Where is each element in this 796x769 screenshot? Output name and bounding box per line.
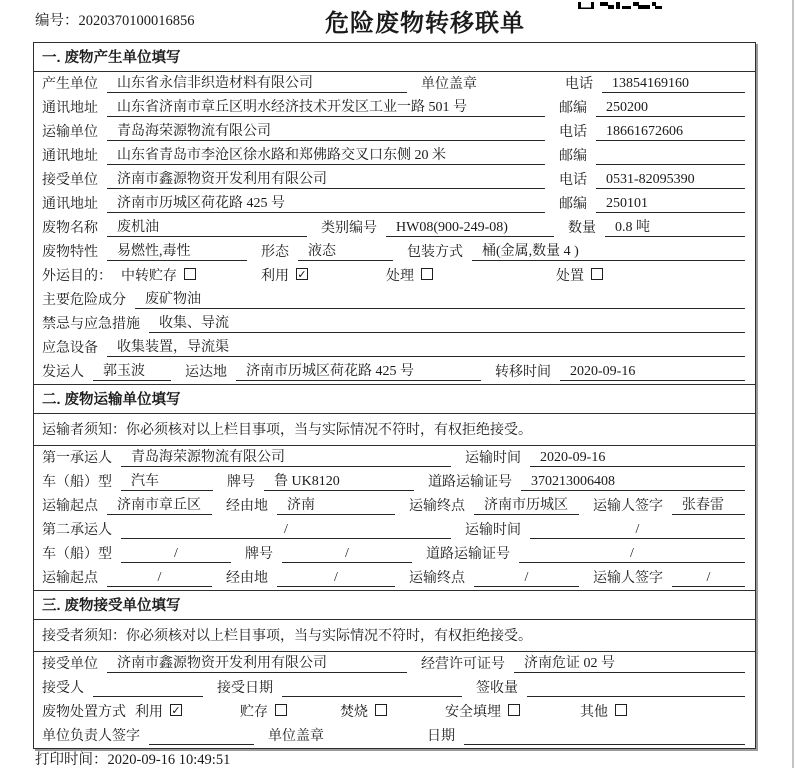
field-value-blank bbox=[527, 680, 745, 697]
form-row bbox=[34, 264, 755, 288]
checkbox-unchecked-icon bbox=[421, 268, 433, 280]
checkbox-unchecked-icon bbox=[591, 268, 603, 280]
checkbox-label: 处理 bbox=[386, 269, 414, 284]
field-value: 18661672606 bbox=[596, 124, 745, 141]
section-notice: 接受者须知：你必须核对以上栏目事项，当与实际情况不符时，有权拒绝接受。 bbox=[34, 620, 755, 652]
form-row bbox=[34, 216, 755, 240]
field-label: 通讯地址 bbox=[42, 149, 98, 164]
field-label: 产生单位 bbox=[42, 77, 98, 92]
print-time-label: 打印时间： bbox=[35, 752, 108, 768]
form-row bbox=[34, 724, 755, 748]
field-value: / bbox=[277, 570, 395, 587]
field-value: 山东省青岛市李沧区徐水路和郑佛路交叉口东侧 20 米 bbox=[107, 144, 545, 165]
field-value-blank bbox=[464, 728, 745, 745]
field-value: 张春雷 bbox=[672, 494, 745, 515]
field-value: 济南市历城区荷花路 425 号 bbox=[236, 360, 481, 381]
field-label: 运输起点 bbox=[42, 499, 98, 514]
field-value-blank bbox=[596, 148, 745, 165]
field-label: 废物处置方式 bbox=[42, 705, 126, 720]
field-value: 易燃性,毒性 bbox=[107, 240, 247, 261]
field-label: 运输人签字 bbox=[593, 499, 663, 514]
form-row bbox=[34, 312, 755, 336]
field-value: 济南市鑫源物资开发利用有限公司 bbox=[107, 168, 545, 189]
field-label: 运输时间 bbox=[465, 451, 521, 466]
field-value: 济南市章丘区 bbox=[107, 494, 212, 515]
field-label: 单位负责人签字 bbox=[42, 729, 140, 744]
field-value: / bbox=[121, 546, 231, 563]
form-row bbox=[34, 566, 755, 590]
field-label: 运输单位 bbox=[42, 125, 98, 140]
field-value: 0531-82095390 bbox=[596, 172, 745, 189]
field-value: / bbox=[282, 546, 412, 563]
field-label: 类别编号 bbox=[321, 221, 377, 236]
field-value: 济南市鑫源物资开发利用有限公司 bbox=[107, 652, 407, 673]
field-label: 主要危险成分 bbox=[42, 293, 126, 308]
form-row bbox=[34, 72, 755, 96]
field-label: 电话 bbox=[565, 77, 593, 92]
field-value: 济南危证 02 号 bbox=[514, 652, 745, 673]
checkbox-option bbox=[135, 701, 240, 721]
checkbox-label: 焚烧 bbox=[340, 705, 368, 720]
field-value: 收集装置，导流渠 bbox=[107, 336, 745, 357]
field-label: 道路运输证号 bbox=[428, 475, 512, 490]
field-label: 运输时间 bbox=[465, 523, 521, 538]
field-value: 废矿物油 bbox=[135, 288, 745, 309]
field-label: 废物特性 bbox=[42, 245, 98, 260]
checkbox-label: 利用 bbox=[135, 705, 163, 720]
form-row bbox=[34, 446, 755, 470]
checkbox-label: 利用 bbox=[261, 269, 289, 284]
form-row bbox=[34, 96, 755, 120]
field-label: 邮编 bbox=[559, 101, 587, 116]
field-value: 桶(金属,数量 4 ) bbox=[472, 240, 745, 261]
field-label: 邮编 bbox=[559, 197, 587, 212]
field-value: HW08(900-249-08) bbox=[386, 220, 554, 237]
form-row bbox=[34, 240, 755, 264]
doc-number-value: 2020370100016856 bbox=[78, 13, 195, 29]
field-label: 单位盖章 bbox=[268, 729, 324, 744]
form-row bbox=[34, 542, 755, 566]
form-row bbox=[34, 360, 755, 384]
field-label: 包装方式 bbox=[407, 245, 463, 260]
field-value: / bbox=[530, 522, 745, 539]
section-notice: 运输者须知：你必须核对以上栏目事项，当与实际情况不符时，有权拒绝接受。 bbox=[34, 414, 755, 446]
checkbox-label: 贮存 bbox=[240, 705, 268, 720]
checkbox-checked-icon: ✓ bbox=[297, 268, 307, 281]
field-label: 日期 bbox=[427, 729, 455, 744]
field-value: / bbox=[672, 570, 745, 587]
checkbox-label: 其他 bbox=[580, 705, 608, 720]
print-time bbox=[35, 748, 230, 769]
field-value: 收集、导流 bbox=[149, 312, 745, 333]
field-value: 鲁 UK8120 bbox=[264, 470, 414, 491]
field-label: 运输终点 bbox=[409, 499, 465, 514]
page-title: 危险废物转移联单 bbox=[325, 10, 525, 37]
form-row bbox=[34, 494, 755, 518]
checkbox-unchecked-icon bbox=[508, 704, 520, 716]
checkbox-option bbox=[556, 265, 603, 285]
checkbox-label: 处置 bbox=[556, 269, 584, 284]
field-label: 电话 bbox=[559, 173, 587, 188]
field-value: 2020-09-16 bbox=[560, 364, 745, 381]
form-row bbox=[34, 676, 755, 700]
field-value: / bbox=[107, 570, 212, 587]
field-label: 签收量 bbox=[476, 681, 518, 696]
field-label: 运输起点 bbox=[42, 571, 98, 586]
checkbox-unchecked-icon bbox=[375, 704, 387, 716]
form-row bbox=[34, 288, 755, 312]
field-value: 山东省济南市章丘区明水经济技术开发区工业一路 501 号 bbox=[107, 96, 545, 117]
field-value-blank bbox=[93, 680, 203, 697]
field-label: 外运目的： bbox=[42, 269, 112, 284]
manifest-form-table bbox=[33, 42, 756, 749]
field-label: 接受日期 bbox=[217, 681, 273, 696]
field-value: / bbox=[121, 522, 451, 539]
field-label: 数量 bbox=[568, 221, 596, 236]
field-label: 废物名称 bbox=[42, 221, 98, 236]
checkbox-option bbox=[121, 265, 261, 285]
field-label: 通讯地址 bbox=[42, 101, 98, 116]
field-label: 电话 bbox=[559, 125, 587, 140]
field-value: 0.8 吨 bbox=[605, 216, 745, 237]
field-label: 运达地 bbox=[185, 365, 227, 380]
print-time-value: 2020-09-16 10:49:51 bbox=[107, 752, 231, 768]
form-row bbox=[34, 192, 755, 216]
form-row bbox=[34, 470, 755, 494]
field-value: 青岛海荣源物流有限公司 bbox=[121, 446, 451, 467]
field-label: 车（船）型 bbox=[42, 547, 112, 562]
field-value: 250101 bbox=[596, 196, 745, 213]
page-right-edge bbox=[792, 0, 794, 768]
field-value: / bbox=[474, 570, 579, 587]
field-label: 牌号 bbox=[227, 475, 255, 490]
field-value: 山东省永信非织造材料有限公司 bbox=[107, 72, 407, 93]
field-label: 运输终点 bbox=[409, 571, 465, 586]
section-heading-producer: 一. 废物产生单位填写 bbox=[34, 43, 755, 72]
form-row bbox=[34, 168, 755, 192]
field-label: 发运人 bbox=[42, 365, 84, 380]
field-label: 形态 bbox=[261, 245, 289, 260]
field-value: 汽车 bbox=[121, 470, 213, 491]
field-label: 邮编 bbox=[559, 149, 587, 164]
field-label: 第一承运人 bbox=[42, 451, 112, 466]
doc-number bbox=[35, 9, 195, 30]
field-value-blank bbox=[282, 680, 462, 697]
field-label: 接受单位 bbox=[42, 173, 98, 188]
field-label: 运输人签字 bbox=[593, 571, 663, 586]
field-label: 接受人 bbox=[42, 681, 84, 696]
field-value: 济南 bbox=[277, 494, 395, 515]
checkbox-unchecked-icon bbox=[184, 268, 196, 280]
field-label: 经由地 bbox=[226, 499, 268, 514]
field-value: 郭玉波 bbox=[93, 360, 171, 381]
checkbox-option bbox=[386, 265, 556, 285]
doc-number-label: 编号： bbox=[35, 13, 79, 29]
checkbox-label: 安全填埋 bbox=[445, 705, 501, 720]
field-label: 车（船）型 bbox=[42, 475, 112, 490]
section-heading-receiver: 三. 废物接受单位填写 bbox=[34, 590, 755, 620]
form-row bbox=[34, 144, 755, 168]
form-row bbox=[34, 120, 755, 144]
field-label: 道路运输证号 bbox=[426, 547, 510, 562]
field-value: 2020-09-16 bbox=[530, 450, 745, 467]
field-value: 13854169160 bbox=[602, 76, 745, 93]
field-label: 接受单位 bbox=[42, 657, 98, 672]
field-value: 青岛海荣源物流有限公司 bbox=[107, 120, 545, 141]
checkbox-option bbox=[340, 701, 445, 721]
form-row bbox=[34, 518, 755, 542]
qr-code-icon bbox=[578, 0, 662, 9]
field-value: 250200 bbox=[596, 100, 745, 117]
checkbox-option bbox=[261, 265, 386, 285]
form-row bbox=[34, 700, 755, 724]
field-label: 经营许可证号 bbox=[421, 657, 505, 672]
checkbox-unchecked-icon bbox=[275, 704, 287, 716]
field-value: 370213006408 bbox=[521, 474, 745, 491]
section-heading-transporter: 二. 废物运输单位填写 bbox=[34, 384, 755, 414]
field-value: 液态 bbox=[298, 240, 393, 261]
field-label: 禁忌与应急措施 bbox=[42, 317, 140, 332]
field-label: 单位盖章 bbox=[421, 77, 477, 92]
field-value: 废机油 bbox=[107, 216, 307, 237]
checkbox-checked-icon: ✓ bbox=[171, 704, 181, 717]
field-label: 应急设备 bbox=[42, 341, 98, 356]
field-label: 第二承运人 bbox=[42, 523, 112, 538]
checkbox-option bbox=[445, 701, 580, 721]
field-value-blank bbox=[149, 728, 254, 745]
field-label: 转移时间 bbox=[495, 365, 551, 380]
form-row bbox=[34, 652, 755, 676]
field-value: / bbox=[519, 546, 745, 563]
field-label: 通讯地址 bbox=[42, 197, 98, 212]
field-value: 济南市历城区荷花路 425 号 bbox=[107, 192, 545, 213]
checkbox-option bbox=[240, 701, 340, 721]
field-label: 牌号 bbox=[245, 547, 273, 562]
checkbox-label: 中转贮存 bbox=[121, 269, 177, 284]
field-label: 经由地 bbox=[226, 571, 268, 586]
form-row bbox=[34, 336, 755, 360]
checkbox-unchecked-icon bbox=[615, 704, 627, 716]
field-value: 济南市历城区 bbox=[474, 494, 579, 515]
checkbox-option bbox=[580, 701, 627, 721]
